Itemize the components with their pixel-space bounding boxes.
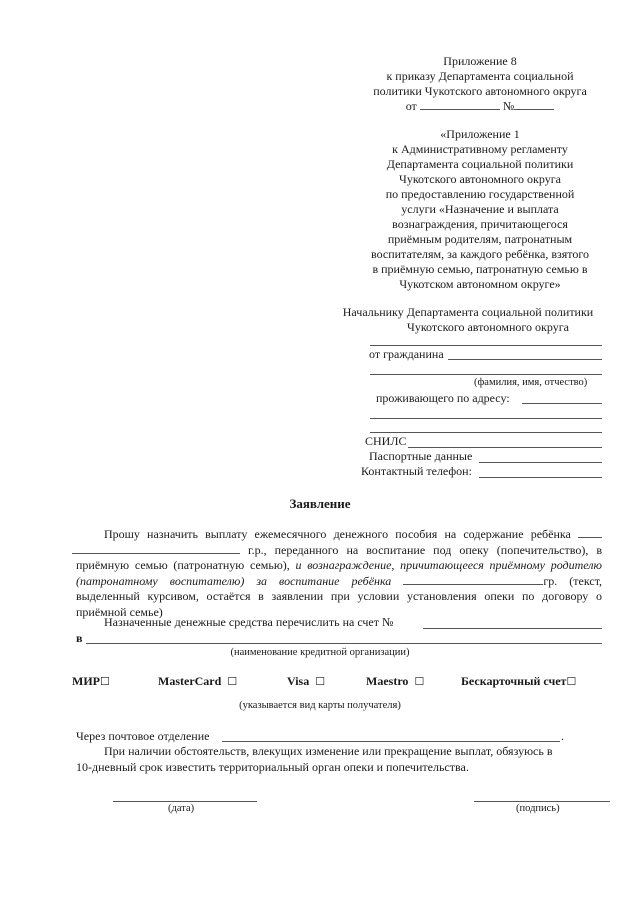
checkbox-visa[interactable]: ☐ [315,676,326,688]
appendix1-line: в приёмную семью, патронатную семью в [372,262,588,276]
signature-blank[interactable] [474,801,610,802]
checkbox-maestro[interactable]: ☐ [414,676,425,688]
card-option-mir[interactable] [72,674,110,689]
date-blank[interactable] [113,801,257,802]
appendix1-line: «Приложение 1 [440,127,520,141]
addressee-block [330,305,606,335]
bank-hint: (наименование кредитной организации) [230,647,410,658]
bank-name-blank[interactable] [86,643,602,644]
appendix8-line4 [360,99,600,114]
appendix1-line: вознаграждения, причитающегося [392,217,568,231]
post-office-label: Через почтовое отделение [76,729,210,743]
request-text-italic: и вознаграждение, причитающееся приёмному родителю (патронатному воспитателю) за воспитание ребёнка [76,558,602,588]
card-hint: (указывается вид карты получателя) [239,700,401,711]
request-text-end: гр. [543,573,558,588]
appendix8-line2: к приказу Департамента социальной [386,69,574,83]
appendix1-line: Чукотском автономном округе» [399,277,561,291]
account-number-blank[interactable] [423,628,602,629]
account-label: Назначенные денежные средства перечислить на счет № [104,615,394,629]
addressee-line1: Начальнику Департамента социальной политики [342,305,594,319]
date-hint: (дата) [168,803,195,814]
appendix8-line3: политики Чукотского автономного округа [373,84,587,98]
checkbox-mastercard[interactable]: ☐ [227,676,238,688]
card-option-visa[interactable] [287,674,325,689]
from-citizen-blank[interactable] [448,359,602,360]
order-number-blank[interactable] [514,99,554,110]
order-from-label: от [405,99,417,113]
request-paragraph [76,527,602,621]
address-blank-3[interactable] [370,432,602,433]
appendix1-line: Департамента социальной политики [386,157,574,171]
from-citizen-label: от гражданина [369,347,444,361]
obligation-line2: 10-дневный срок известить территориальный орган опеки и попечительства. [76,760,469,774]
appendix1-line: Чукотского автономного округа [399,172,561,186]
child-name-blank-3[interactable] [403,574,543,585]
card-option-maestro[interactable] [366,674,424,689]
card-option-cardless[interactable] [461,674,576,689]
bank-in-label: в [76,631,83,645]
page-title: Заявление [289,496,351,511]
post-office-blank[interactable] [222,741,560,742]
appendix1-line: приёмным родителям, патронатным [387,232,573,246]
appendix1-line: воспитателям, за каждого ребёнка, взятого [371,247,589,261]
phone-label: Контактный телефон: [361,464,472,478]
applicant-blank-2[interactable] [370,374,602,375]
post-office-end: . [561,729,564,743]
address-blank-2[interactable] [370,418,602,419]
checkbox-cardless[interactable]: ☐ [566,676,577,688]
card-label-mastercard: MasterCard [158,674,222,688]
addressee-line2: Чукотского автономного округа [407,320,569,334]
appendix8-line1: Приложение 8 [443,54,517,68]
appendix1-line: по предоставлению государственной [385,187,575,201]
request-text-start: Прошу назначить выплату ежемесячного денежного пособия на содержание ребёнка [104,527,571,541]
signature-hint: (подпись) [516,803,560,814]
applicant-blank-1[interactable] [370,345,602,346]
request-note: (текст, выделенный курсивом, остаётся в заявлении при условии установления опеки по договору о приёмной семье) [76,573,603,619]
passport-label: Паспортные данные [369,449,473,463]
child-name-blank-1[interactable] [578,527,602,538]
card-label-visa: Visa [287,674,310,688]
order-date-blank[interactable] [420,99,500,110]
obligation-line1: При наличии обстоятельств, влекущих изменение или прекращение выплат, обязуюсь в [104,744,553,758]
appendix8-block [360,54,600,114]
order-number-label: № [502,99,515,113]
address-blank-1[interactable] [522,403,602,404]
card-label-cardless: Бескарточный счет [461,674,567,688]
card-label-mir: МИР [72,674,100,688]
appendix1-line: к Административному регламенту [392,142,568,156]
fio-hint: (фамилия, имя, отчество) [474,377,588,388]
checkbox-mir[interactable]: ☐ [100,676,110,688]
card-label-maestro: Maestro [366,674,409,688]
child-name-blank-2[interactable] [72,543,240,554]
snils-label: СНИЛС [365,434,407,448]
phone-blank[interactable] [479,477,602,478]
appendix1-line: услуги «Назначение и выплата [401,202,559,216]
passport-blank[interactable] [479,462,602,463]
request-text-year: г.р., переданного на воспитание под опеку (попечительство), в приёмную семью (патронатную семью), [76,542,602,573]
address-label: проживающего по адресу: [376,391,510,405]
appendix1-block [355,127,605,292]
card-option-mastercard[interactable] [158,674,237,689]
snils-blank[interactable] [408,447,602,448]
